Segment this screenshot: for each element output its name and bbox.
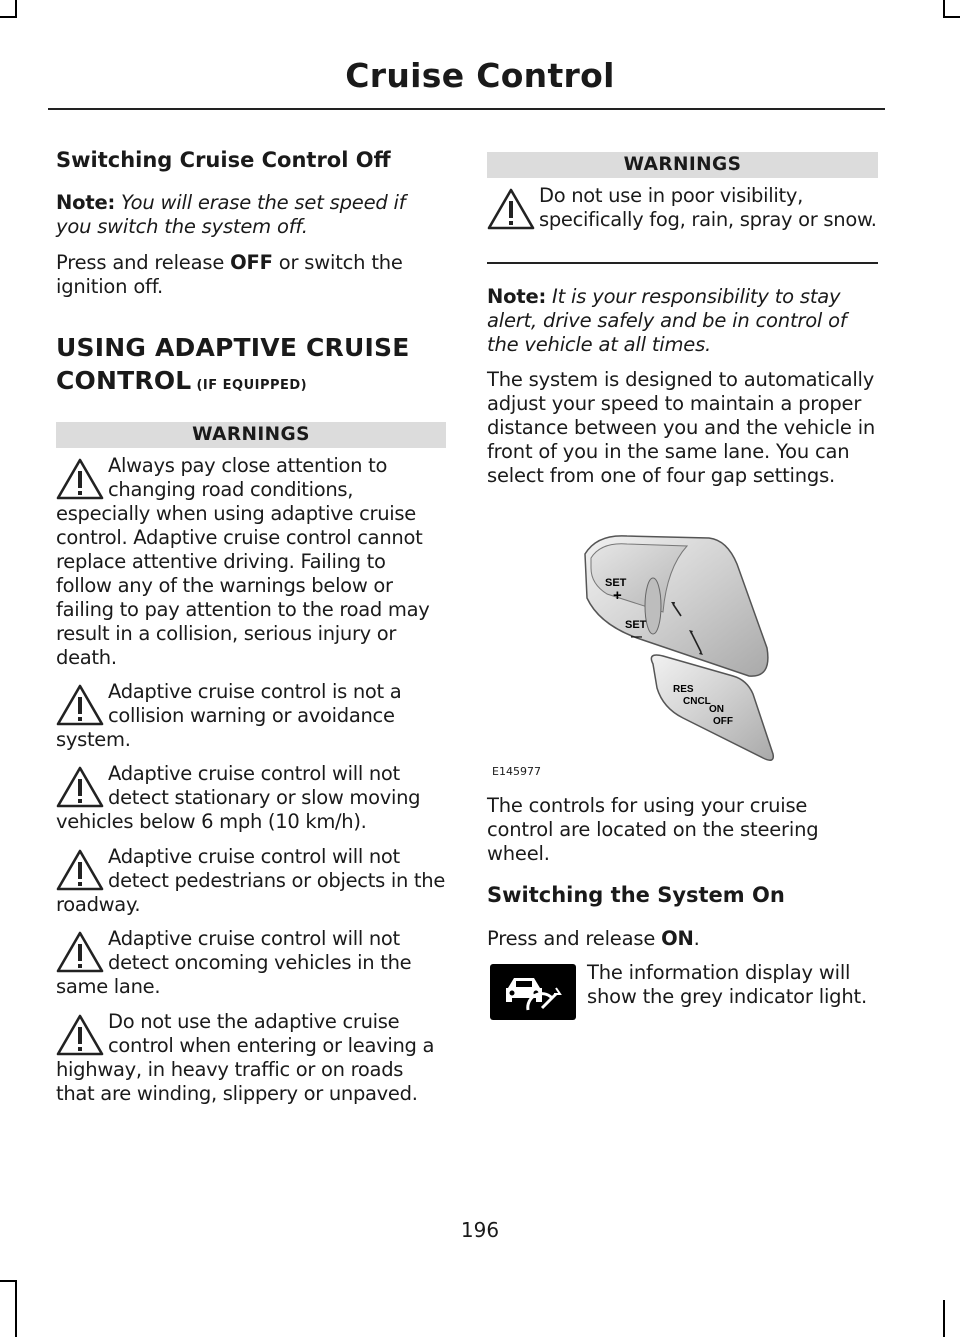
warning-text: Adaptive cruise control will not detect oncoming vehicles in the same lane.: [56, 927, 412, 998]
acc-heading-suffix: (IF EQUIPPED): [191, 378, 308, 393]
set-plus-label: SET: [605, 577, 627, 589]
warning-item: [56, 1010, 446, 1106]
on-keyword: ON: [661, 927, 694, 950]
cruise-control-diagram: [487, 528, 878, 778]
res-label: RES: [673, 684, 694, 695]
adaptive-cruise-indicator-icon: [490, 964, 576, 1020]
warning-text: Do not use in poor visibility, specifically fog, rain, spray or snow.: [539, 184, 877, 231]
press-on-end: .: [693, 927, 700, 950]
note-label: Note:: [487, 285, 547, 308]
warning-triangle-icon: [56, 931, 104, 973]
warning-triangle-icon: [56, 684, 104, 726]
crop-mark: [15, 1282, 17, 1337]
acc-heading-line1: USING ADAPTIVE CRUISE: [56, 333, 410, 362]
warning-text: Adaptive cruise control will not detect pedestrians or objects in the roadway.: [56, 845, 446, 916]
off-label: OFF: [713, 716, 733, 727]
warning-text: Do not use the adaptive cruise control when entering or leaving a highway, in heavy traffic or on roads that are winding, slippery or unpaved.: [56, 1010, 435, 1105]
warning-triangle-icon: [56, 849, 104, 891]
minus-sign: —: [631, 631, 642, 643]
page-title: Cruise Control: [345, 56, 615, 95]
off-keyword: OFF: [230, 251, 273, 274]
warning-item: [56, 680, 446, 752]
plus-sign: +: [613, 587, 622, 604]
warning-triangle-icon: [56, 766, 104, 808]
crop-mark: [15, 0, 17, 17]
header-divider: [48, 108, 885, 110]
note-paragraph: [56, 191, 446, 239]
warning-item: [56, 927, 446, 999]
acc-heading-line2: CONTROL: [56, 366, 192, 395]
on-label: ON: [709, 704, 724, 715]
page-number: 196: [460, 1218, 500, 1242]
note-label: Note:: [56, 191, 116, 214]
warning-item: [56, 845, 446, 917]
car-gauge-icon: [490, 964, 576, 1020]
crop-mark: [943, 1300, 945, 1337]
warning-triangle-icon: [56, 1014, 104, 1056]
switching-off-heading: Switching Cruise Control Off: [56, 148, 391, 172]
set-minus-label: SET: [625, 619, 647, 631]
acc-heading: [56, 331, 410, 402]
warning-triangle-icon: [56, 458, 104, 500]
warnings-header: WARNINGS: [487, 152, 878, 178]
steering-wheel-controls-illustration: [487, 528, 878, 768]
controls-paragraph: The controls for using your cruise control are located on the steering wheel.: [487, 794, 819, 865]
note-text: It is your responsibility to stay alert, drive safely and be in control of the vehicle at all times.: [487, 285, 847, 356]
press-off-paragraph: [56, 251, 446, 299]
note-paragraph: [487, 285, 878, 357]
cncl-label: CNCL: [683, 696, 711, 707]
warning-item: [56, 454, 446, 670]
crop-mark: [943, 0, 945, 17]
press-on-paragraph: [487, 927, 878, 951]
crop-mark: [0, 1280, 17, 1282]
display-paragraph: The information display will show the grey indicator light.: [587, 961, 867, 1008]
system-paragraph: The system is designed to automatically adjust your speed to maintain a proper distance between you and the vehicle in front of you in the same lane. You can select from one of four gap settings.: [487, 368, 876, 487]
figure-code: E145977: [492, 765, 541, 778]
crop-mark: [0, 16, 17, 18]
warning-item: [487, 184, 878, 232]
press-on-text: Press and release: [487, 927, 662, 950]
press-text-end: or switch the ignition off.: [56, 251, 403, 298]
warning-triangle-icon: [487, 188, 535, 230]
crop-mark: [943, 16, 960, 18]
warning-text: Always pay close attention to changing road conditions, especially when using adaptive cruise control. Adaptive cruise control cannot replace attentive driving. Failing to follow any of the warnings below or failing to pay attention to the road may result in a collision, serious injury or death.: [56, 454, 430, 669]
switch-on-heading: Switching the System On: [487, 883, 785, 907]
warning-item: [56, 762, 446, 834]
warnings-header: WARNINGS: [56, 422, 446, 448]
press-text: Press and release: [56, 251, 231, 274]
note-text: You will erase the set speed if you switch the system off.: [56, 191, 406, 238]
warnings-divider: [487, 262, 878, 264]
warning-text: Adaptive cruise control will not detect stationary or slow moving vehicles below 6 mph (10 km/h).: [56, 762, 421, 833]
warning-text: Adaptive cruise control is not a collision warning or avoidance system.: [56, 680, 402, 751]
